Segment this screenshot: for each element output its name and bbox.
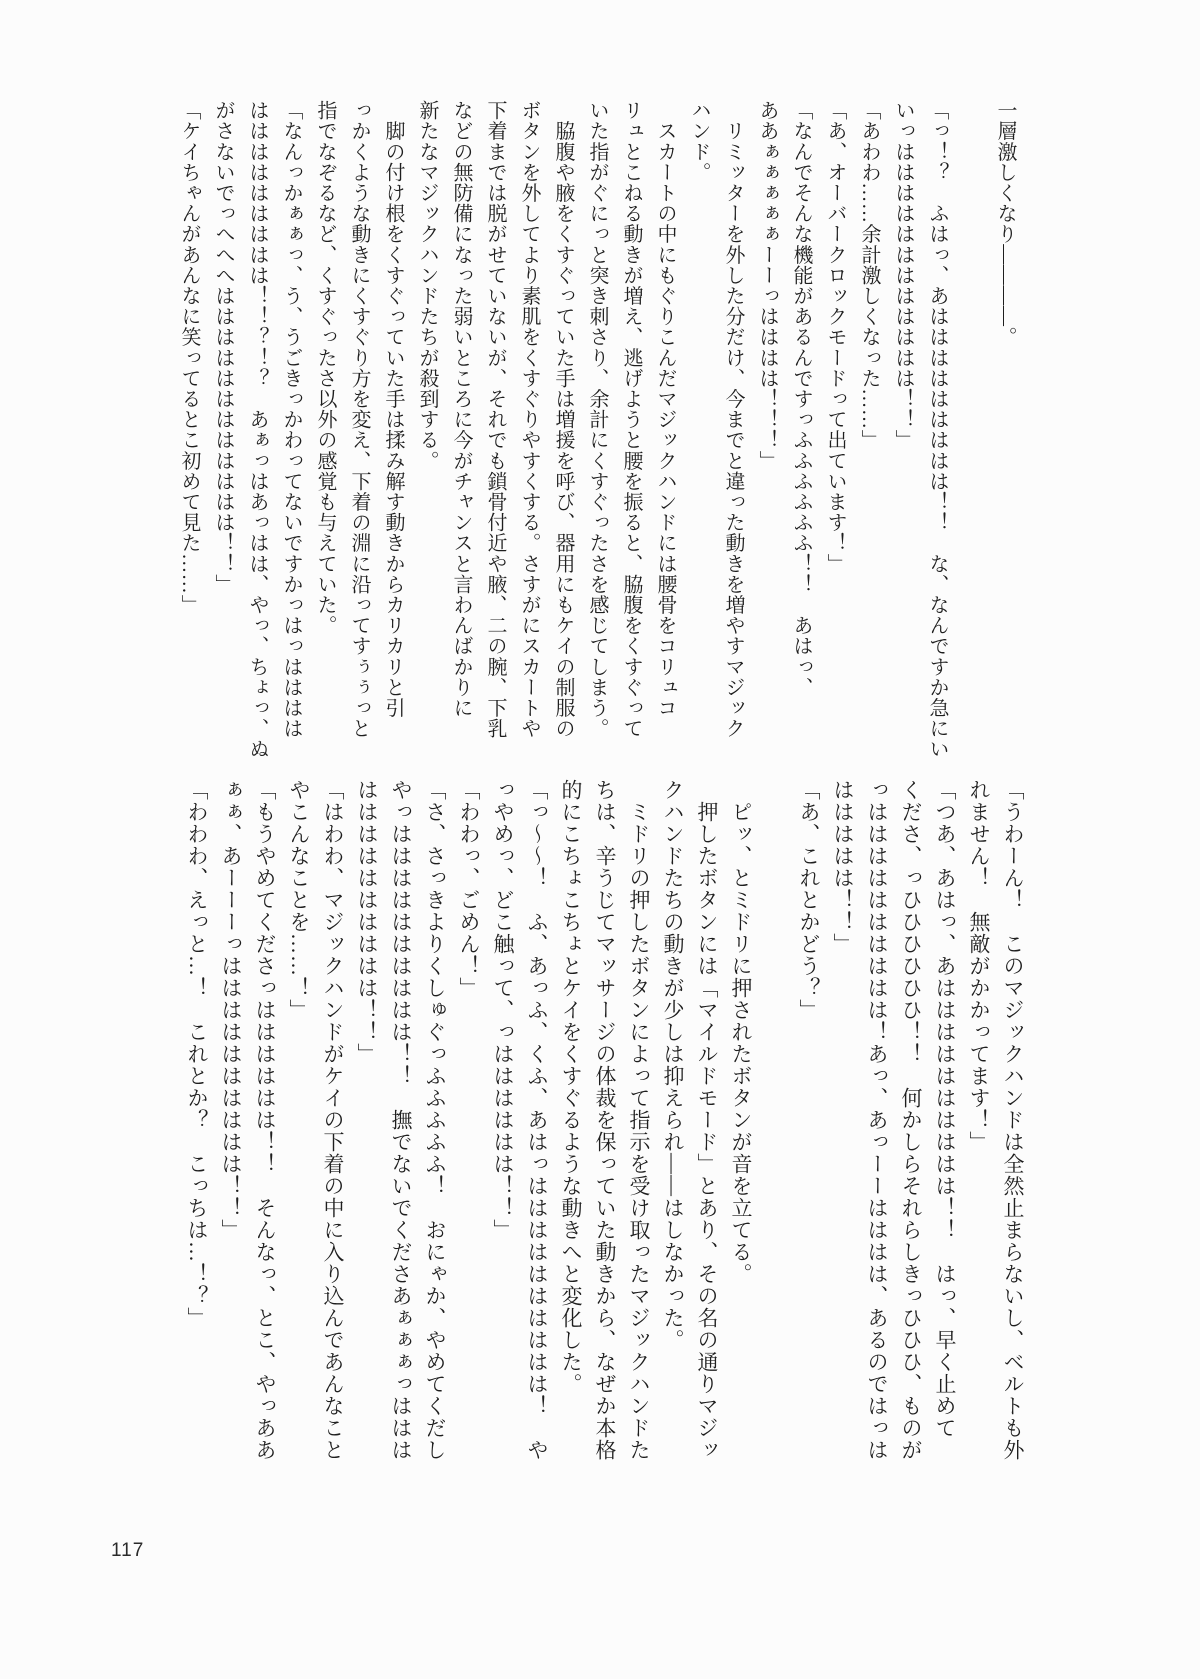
text-column: 「わわっ、ごめん！」 [457, 779, 481, 999]
text-column: 新たなマジックハンドたちが殺到する。 [416, 100, 438, 471]
text-column: がさないでっへへへはははははははははははは！！」 [212, 100, 234, 595]
text-column: 一層激しくなり――――。 [994, 100, 1016, 348]
text-column: 脚の付け根をくすぐっていた手は揉み解す動きからカリカリと引 [382, 100, 404, 718]
text-column: 「うわーん！ このマジックハンドは全然止まらないし、ベルトも外 [1001, 779, 1025, 1461]
text-column: いた指がぐにっと突き刺さり、余計にくすぐったさを感じてしまう。 [586, 100, 608, 739]
text-column [758, 779, 792, 1471]
text-column: ちは、辛うじてマッサージの体裁を保っていた動きから、なぜか本格 [593, 779, 617, 1461]
text-column: 「はわわ、マジックハンドがケイの下着の中に入り込んであんなこと [321, 779, 345, 1461]
text-column: っはははははははははは！あっ、あっーーはははは、あるのではっは [865, 779, 889, 1461]
text-column: 「あ、オーバークロックモードって出ています！」 [824, 100, 846, 574]
text-column: っかくような動きにくすぐり方を変え、下着の淵に沿ってすぅぅっと [348, 100, 370, 739]
text-column: 「わわわ、えっと…！ これとか？ こっちは…！？」 [185, 779, 209, 1329]
text-column: ははははははははは！！？！？ あぁっはあっはは、やっ、ちょっ、ぬ [246, 100, 268, 760]
text-column: ピッ、とミドリに押されたボタンが音を立てる。 [729, 779, 753, 1285]
text-column: っやめっ、どこ触って、っはははははは！！」 [491, 779, 515, 1241]
text-column: ははははは！！」 [831, 779, 855, 955]
text-column: 「あ、これとかどう？」 [797, 779, 821, 1021]
text-column: ボタンを外してより素肌をくすぐりやすくする。さすがにスカートや [518, 100, 540, 739]
text-column [954, 100, 988, 772]
text-column: 下着までは脱がせていないが、それでも鎖骨付近や腋、二の腕、下乳 [484, 100, 506, 739]
text-column: リミッターを外した分だけ、今までと違った動きを増やすマジック [722, 100, 744, 739]
text-column: 「なんでそんな機能があるんですっふふふふふふ！！ あはっ、 [790, 100, 812, 698]
text-column: くださ、っひひひひひひ！！ 何かしらそれらしきっひひひ、ものが [899, 779, 923, 1461]
text-column: 「ケイちゃんがあんなに笑ってるとこ初めて見た……」 [178, 100, 200, 615]
text-column: はははははははははは！！」 [355, 779, 379, 1065]
text-block-bottom [180, 779, 1030, 1471]
text-column: 押したボタンには「マイルドモード」とあり、その名の通りマジッ [695, 779, 719, 1461]
text-column: 「っ～～！ ふ、あっふ、くふ、あはっはははははははははは！ や [525, 779, 549, 1461]
text-column: リュとこねる動きが増え、逃げようと腰を振ると、脇腹をくすぐって [620, 100, 642, 739]
text-column: 「っ！？ ふはっ、あははははははははは！！ な、なんですか急にい [926, 100, 948, 760]
text-column: 「さ、さっきよりくしゅぐっふふふふふ！ おにゃか、やめてくだし [423, 779, 447, 1461]
page-number: 117 [111, 1540, 145, 1561]
text-column: スカートの中にもぐりこんだマジックハンドには腰骨をコリュコ [654, 100, 676, 718]
text-column: ミドリの押したボタンによって指示を受け取ったマジックハンドた [627, 779, 651, 1461]
text-column: ああぁぁぁぁぁーーっはははは！！！」 [756, 100, 778, 471]
text-column: 「つあ、あはっ、あはははははははははは！！ はっ、早く止めて [933, 779, 957, 1439]
text-column: ぁぁ、あーーーっはははははははははは！！」 [219, 779, 243, 1241]
text-column: 的にこちょこちょとケイをくすぐるような動きへと変化した。 [559, 779, 583, 1395]
text-column: 脇腹や腋をくすぐっていた手は増援を呼び、器用にもケイの制服の [552, 100, 574, 739]
text-column: やっはははははははははは！！ 撫でないでくださあぁぁぁっははは [389, 779, 413, 1461]
text-column: れません！ 無敵がかかってます！」 [967, 779, 991, 1153]
text-column: 「もうやめてくださっはははははは！！ そんなっ、とこ、やっああ [253, 779, 277, 1461]
text-column: 「なんっかぁぁっ、う、うごきっかわってないですかっはっはははは [280, 100, 302, 739]
text-column: クハンドたちの動きが少しは抑えられ――はしなかった。 [661, 779, 685, 1351]
text-column: 指でなぞるなど、くすぐったさ以外の感覚も与えていた。 [314, 100, 336, 636]
text-column: 「あわわ……余計激しくなった……」 [858, 100, 880, 451]
text-column: ハンド。 [688, 100, 710, 183]
text-column: などの無防備になった弱いところに今がチャンスと言わんばかりに [450, 100, 472, 718]
text-column: いっはははははははははははは！！」 [892, 100, 914, 451]
text-block-top [172, 100, 1022, 772]
text-column: やこんなことを……！」 [287, 779, 311, 1021]
